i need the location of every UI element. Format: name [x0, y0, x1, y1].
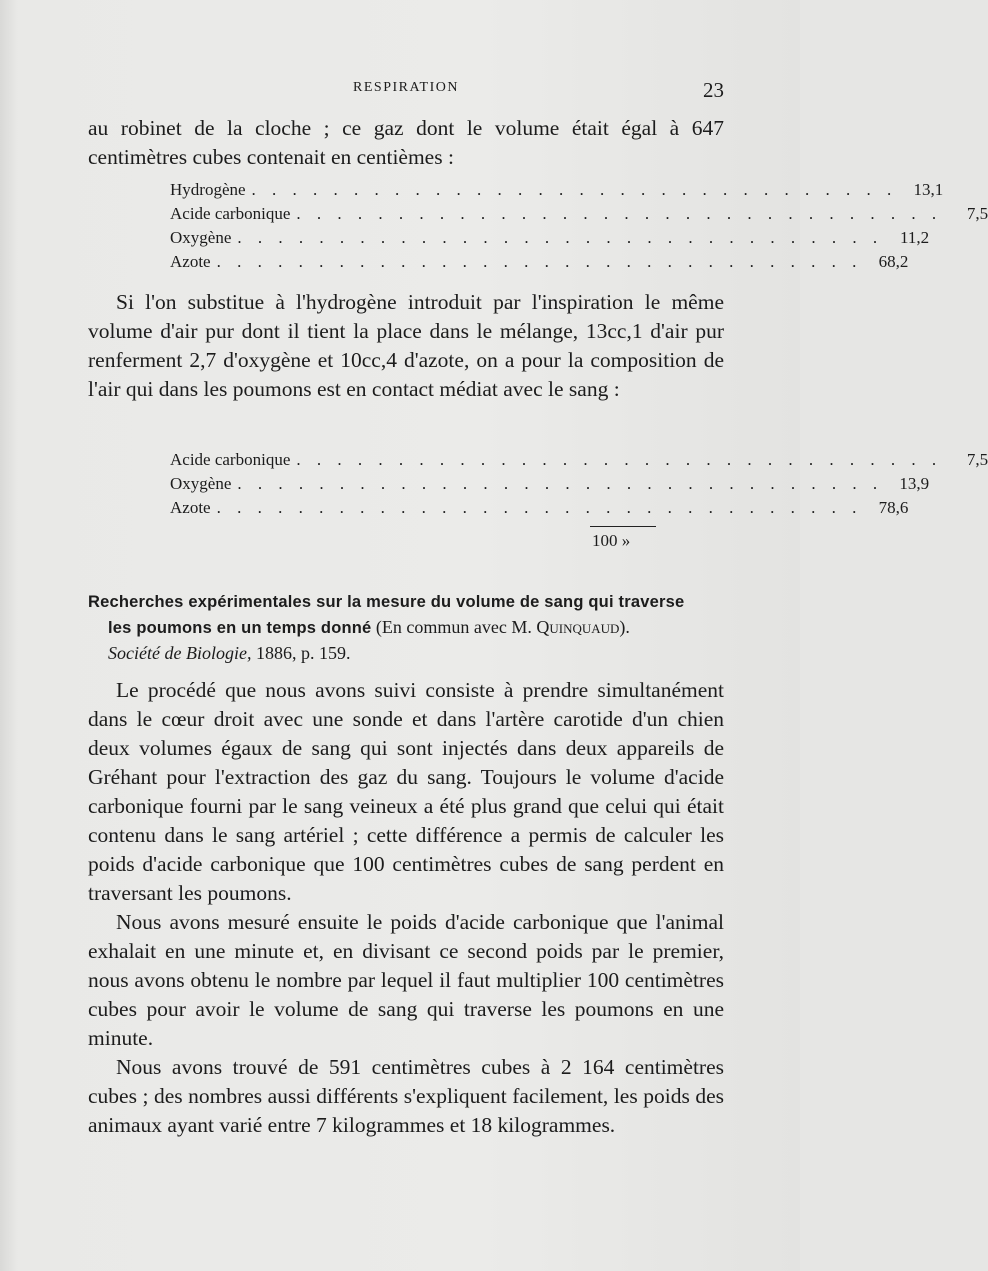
- row-value: 78,6: [878, 498, 909, 517]
- running-title: RESPIRATION: [353, 80, 459, 95]
- table-row: [170, 228, 930, 252]
- composition-table-2: [170, 450, 988, 522]
- row-value: 13,9: [899, 474, 930, 493]
- table-row: [170, 252, 909, 276]
- reference-journal: Société de Biologie,: [108, 643, 252, 663]
- table-row: [170, 180, 944, 204]
- leader-dots: . . . . . . . . . . . . . . . . . . . . . . . . . . . . . . . .: [237, 474, 884, 493]
- paragraph-1-text: au robinet de la cloche ; ce gaz dont le volume était égal à 647 centimètres cubes contenait en centièmes :: [88, 116, 724, 169]
- row-label: Acide carbonique: [170, 450, 291, 469]
- paragraph-4-text: Nous avons mesuré ensuite le poids d'acide carbonique que l'animal exhalait en une minute et, en divisant ce second poids par le premier, nous avons obtenu le nombre par lequel il faut multiplier 100 centimètres cubes pour avoir le volume de sang qui traverse les poumons en une minute.: [88, 910, 724, 1050]
- reference-title-continued: les poumons en un temps donné: [108, 619, 372, 637]
- paragraph-3-text: Le procédé que nous avons suivi consiste à prendre simultanément dans le cœur droit avec une sonde et dans l'artère carotide d'un chien deux volumes égaux de sang qui sont injectés dans deux appareils de Gréhant pour l'extraction des gaz du sang. Toujours le volume d'acide carbonique fourni par le sang veineux a été plus grand que celui qui était contenu dans le sang artériel ; cette différence a permis de calculer les poids d'acide carbonique que 100 centimètres cubes de sang perdent en traversant les poumons.: [88, 678, 724, 905]
- paragraph-2: [88, 288, 724, 404]
- row-value: 68,2: [878, 252, 909, 271]
- table-total: 100 »: [592, 531, 631, 550]
- row-label: Acide carbonique: [170, 204, 291, 223]
- reference-line-3: [88, 641, 724, 667]
- row-value: 13,1: [913, 180, 944, 199]
- reference-line-1: [88, 590, 724, 615]
- row-label: Hydrogène: [170, 180, 246, 199]
- composition-table-1: [170, 180, 988, 276]
- reference-citation: 1886, p. 159.: [251, 643, 351, 663]
- table-row: [170, 204, 988, 228]
- body-paragraphs: [88, 676, 724, 1140]
- row-label: Oxygène: [170, 474, 232, 493]
- leader-dots: . . . . . . . . . . . . . . . . . . . . . . . . . . . . . . . .: [237, 228, 884, 247]
- paragraph-5-text: Nous avons trouvé de 591 centimètres cubes à 2 164 centimètres cubes ; des nombres aussi différents s'expliquent facilement, les poids des animaux ayant varié entre 7 kilogrammes et 18 kilogrammes.: [88, 1055, 724, 1137]
- leader-dots: . . . . . . . . . . . . . . . . . . . . . . . . . . . . . . . .: [296, 204, 943, 223]
- leader-dots: . . . . . . . . . . . . . . . . . . . . . . . . . . . . . . . .: [251, 180, 898, 199]
- row-value: 11,2: [900, 228, 930, 247]
- paragraph-1: [88, 114, 724, 172]
- row-value: 7,5: [966, 204, 988, 223]
- bibliographic-reference: [88, 590, 724, 667]
- paragraph-2-text: Si l'on substitue à l'hydrogène introduit par l'inspiration le même volume d'air pur dont il tient la place dans le mélange, 13cc,1 d'air pur renferment 2,7 d'oxygène et 10cc,4 d'azote, on a pour la composition de l'air qui dans les poumons est en contact médiat avec le sang :: [88, 290, 724, 401]
- reference-coauthor-suffix: ).: [619, 617, 630, 637]
- leader-dots: . . . . . . . . . . . . . . . . . . . . . . . . . . . . . . . .: [296, 450, 943, 469]
- row-label: Azote: [170, 498, 211, 517]
- running-header: [88, 78, 724, 102]
- row-label: Oxygène: [170, 228, 232, 247]
- reference-title: Recherches expérimentales sur la mesure du volume de sang qui traverse: [88, 593, 685, 611]
- sum-rule: [590, 526, 656, 527]
- reference-line-2: [88, 615, 724, 641]
- leader-dots: . . . . . . . . . . . . . . . . . . . . . . . . . . . . . . . .: [216, 498, 863, 517]
- table-row: [170, 450, 988, 474]
- table-row: [170, 474, 930, 498]
- row-label: Azote: [170, 252, 211, 271]
- row-value: 7,5: [966, 450, 988, 469]
- leader-dots: . . . . . . . . . . . . . . . . . . . . . . . . . . . . . . . .: [216, 252, 863, 271]
- table-row: [170, 498, 909, 522]
- reference-coauthor-prefix: (En commun avec M.: [371, 617, 537, 637]
- reference-coauthor: Quinquaud: [536, 617, 620, 637]
- page-number: 23: [703, 78, 724, 102]
